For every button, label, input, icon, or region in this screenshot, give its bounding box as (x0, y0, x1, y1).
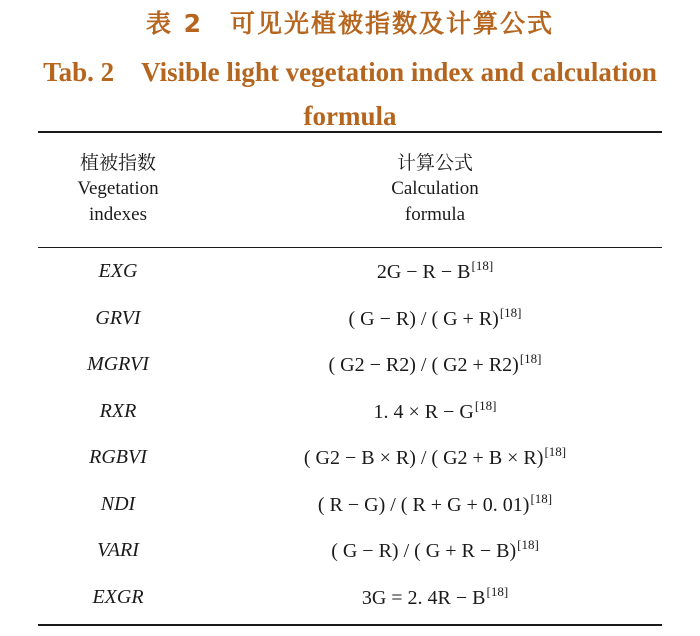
table-title-en: Tab. 2 Visible light vegetation index and calculation formula (43, 57, 657, 131)
formula-cell (220, 398, 650, 424)
index-name: RXR (99, 399, 137, 422)
header-formula-en-line2: formula (404, 204, 466, 225)
header-index (38, 150, 198, 228)
reference-mark: [18] (499, 304, 522, 320)
table-title-zh: 表 2 可见光植被指数及计算公式 (145, 9, 555, 38)
formula-text: ( G − R) / ( G + R) (348, 307, 499, 330)
header-rule (38, 247, 662, 248)
reference-mark: [18] (471, 258, 494, 273)
header-index-en-line1: Vegetation (77, 178, 159, 199)
table-body (38, 252, 662, 624)
table-row (38, 345, 662, 392)
reference-mark: [18] (474, 397, 497, 413)
index-name: MGRVI (87, 353, 149, 375)
bottom-rule (38, 624, 662, 626)
table-row (38, 392, 662, 439)
formula-cell (220, 491, 650, 517)
formula-cell (220, 305, 650, 331)
index-name: GRVI (95, 306, 141, 329)
header-formula (220, 150, 650, 228)
formula-cell (220, 258, 650, 284)
table-row (38, 531, 662, 578)
reference-mark: [18] (519, 351, 542, 366)
header-index-en-line2: indexes (88, 204, 148, 225)
formula-text: ( R − G) / ( R + G + 0. 01) (317, 493, 530, 516)
formula-cell (220, 351, 650, 377)
formula-cell (220, 584, 650, 610)
table-row (38, 252, 662, 299)
index-name: RGBVI (89, 446, 147, 468)
reference-mark: [18] (544, 444, 567, 459)
header-formula-en-line1: Calculation (391, 178, 479, 199)
formula-text: ( G2 − B × R) / ( G2 + B × R) (303, 447, 544, 469)
header-index-zh: 植被指数 (79, 152, 156, 174)
index-name: EXG (98, 260, 138, 282)
table-row (38, 578, 662, 625)
formula-cell (220, 537, 650, 563)
formula-text: ( G2 − R2) / ( G2 + R2) (328, 354, 519, 376)
index-name: VARI (97, 539, 139, 561)
top-rule (38, 131, 662, 133)
reference-mark: [18] (517, 537, 539, 552)
formula-text: 2G − R − B (376, 261, 471, 283)
index-name: NDI (100, 492, 136, 515)
index-name: EXGR (92, 585, 144, 608)
table-row (38, 299, 662, 346)
reference-mark: [18] (530, 490, 553, 506)
formula-text: 3G = 2. 4R − B (361, 586, 486, 609)
header-formula-zh: 计算公式 (396, 152, 473, 174)
table-row (38, 485, 662, 532)
formula-cell (220, 444, 650, 470)
table-row (38, 438, 662, 485)
formula-text: 1. 4 × R − G (373, 400, 474, 423)
reference-mark: [18] (486, 583, 509, 599)
formula-text: ( G − R) / ( G + R − B) (331, 540, 517, 562)
